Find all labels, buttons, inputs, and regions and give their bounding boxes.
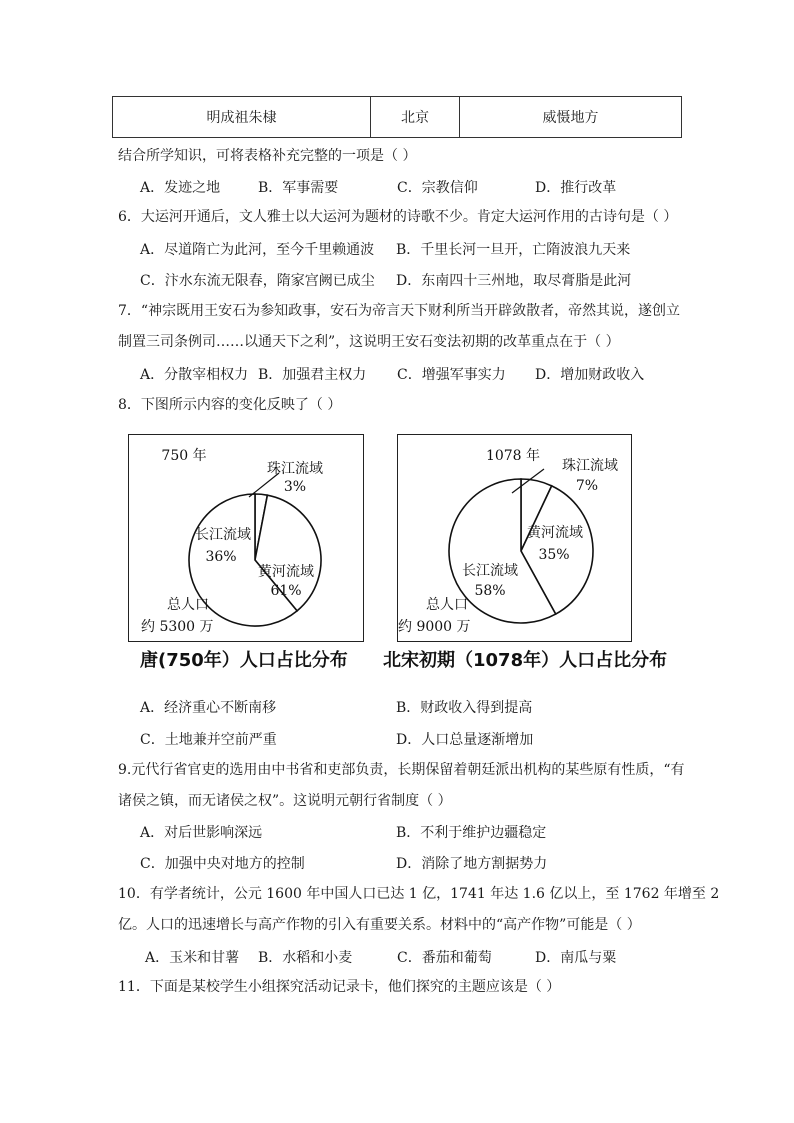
- question-stem: 10．有学者统计，公元 1600 年中国人口已达 1 亿，1741 年达 1.6 亿以上，至 1762 年增至 2: [118, 886, 720, 902]
- slice-label: 珠江流域: [562, 458, 618, 474]
- question-stem: 11．下面是某校学生小组探究活动记录卡，他们探究的主题应该是（ ）: [118, 979, 561, 995]
- option-b: B．千里长河一旦开，亡隋波浪九天来: [396, 242, 631, 258]
- chart-title: 1078 年: [485, 448, 541, 464]
- total-label: 总人口: [167, 597, 209, 613]
- chart-title: 750 年: [161, 448, 207, 464]
- option-b: B．军事需要: [258, 180, 339, 196]
- question-stem: 结合所学知识，可将表格补充完整的一项是（ ）: [118, 148, 417, 164]
- question-stem: 9.元代行省官吏的选用由中书省和吏部负责，长期保留着朝廷派出机构的某些原有性质，“有: [118, 762, 685, 778]
- total-label: 总人口: [426, 597, 468, 613]
- option-d: D．南瓜与粟: [535, 950, 617, 966]
- question-stem: 7．“神宗既用王安石为参知政事，安石为帝言天下财利所当开辟敛散者，帝然其说，遂创立: [118, 303, 681, 319]
- question-stem: 6．大运河开通后，文人雅士以大运河为题材的诗歌不少。肯定大运河作用的古诗句是（ ）: [118, 209, 678, 225]
- option-c: C．汴水东流无限春，隋家宫阙已成尘: [140, 273, 375, 289]
- pie-chart-tang-svg: [129, 435, 363, 641]
- slice-value: 58%: [474, 583, 506, 599]
- total-value: 约 5300 万: [141, 619, 214, 635]
- table-cell: 北京: [371, 97, 460, 138]
- slice-value: 36%: [205, 549, 237, 565]
- option-c: C．加强中央对地方的控制: [140, 856, 305, 872]
- table-row: [113, 97, 682, 138]
- total-value: 约 9000 万: [398, 619, 471, 635]
- question-stem: 制置三司条例司……以通天下之利”，这说明王安石变法初期的改革重点在于（ ）: [118, 334, 620, 350]
- option-d: D．人口总量逐渐增加: [396, 732, 534, 748]
- option-d: D．增加财政收入: [535, 367, 645, 383]
- slice-label: 黄河流域: [527, 525, 583, 541]
- slice-label: 长江流域: [195, 527, 251, 543]
- slice-value: 7%: [575, 478, 599, 494]
- dynasty-table: [112, 96, 682, 138]
- option-b: B．财政收入得到提高: [396, 700, 533, 716]
- slice-label: 黄河流域: [258, 564, 314, 580]
- question-stem: 诸侯之镇，而无诸侯之权”。这说明元朝行省制度（ ）: [118, 793, 452, 809]
- option-b: B．水稻和小麦: [258, 950, 353, 966]
- option-b: B．加强君主权力: [258, 367, 367, 383]
- slice-label: 珠江流域: [267, 461, 323, 477]
- question-stem: 亿。人口的迅速增长与高产作物的引入有重要关系。材料中的“高产作物”可能是（ ）: [118, 917, 641, 933]
- option-c: C．宗教信仰: [397, 180, 478, 196]
- table-cell: 明成祖朱棣: [113, 97, 371, 138]
- option-a: A．分散宰相权力: [140, 367, 249, 383]
- option-c: C．番茄和葡萄: [397, 950, 492, 966]
- option-a: A．尽道隋亡为此河，至今千里赖通波: [140, 242, 375, 258]
- slice-value: 3%: [283, 479, 307, 495]
- question-stem: 8．下图所示内容的变化反映了（ ）: [118, 397, 342, 413]
- option-a: A．玉米和甘薯: [145, 950, 240, 966]
- option-a: A．经济重心不断南移: [140, 700, 277, 716]
- option-c: C．增强军事实力: [397, 367, 506, 383]
- slice-value: 35%: [538, 547, 570, 563]
- chart-caption-tang: 唐(750年）人口占比分布: [140, 650, 348, 671]
- slice-value: 61%: [270, 583, 302, 599]
- table-cell: 威慑地方: [460, 97, 682, 138]
- option-d: D．消除了地方割据势力: [396, 856, 548, 872]
- chart-caption-song: 北宋初期（1078年）人口占比分布: [383, 650, 668, 671]
- slice-label: 长江流域: [462, 563, 518, 579]
- pie-chart-song-svg: [398, 435, 631, 641]
- pie-chart-tang: [128, 434, 364, 642]
- option-a: A．发迹之地: [140, 180, 221, 196]
- option-d: D．推行改革: [535, 180, 617, 196]
- option-c: C．土地兼并空前严重: [140, 732, 277, 748]
- option-a: A．对后世影响深远: [140, 825, 263, 841]
- option-b: B．不利于维护边疆稳定: [396, 825, 547, 841]
- pie-chart-song: [397, 434, 632, 642]
- option-d: D．东南四十三州地，取尽膏脂是此河: [396, 273, 632, 289]
